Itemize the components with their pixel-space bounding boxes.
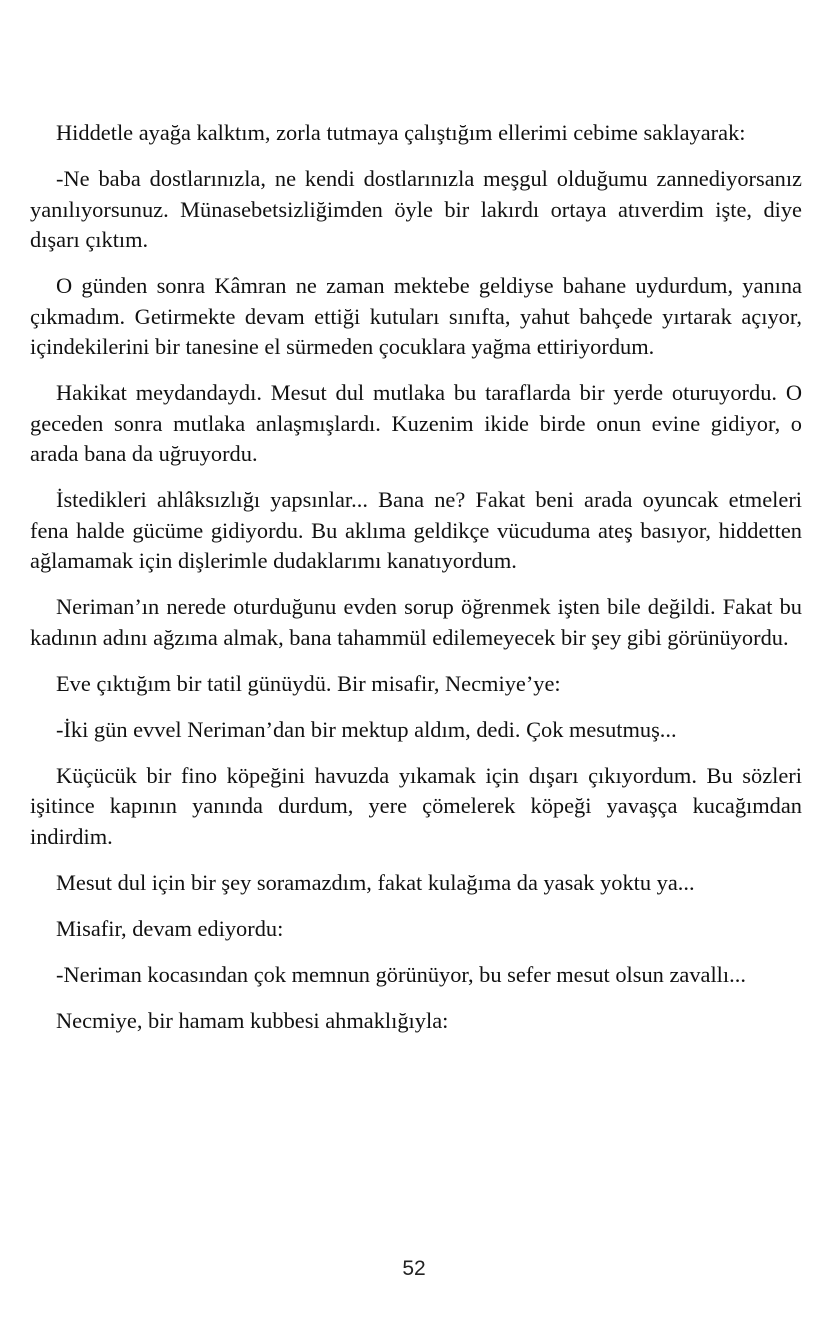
paragraph: Necmiye, bir hamam kubbesi ahmaklığıyla: — [56, 1007, 449, 1033]
paragraph: -İki gün evvel Neriman’dan bir mektup aldım, dedi. Çok mesutmuş... — [56, 716, 677, 742]
paragraph: Neriman’ın nerede oturduğunu evden sorup öğrenmek işten bile değildi. Fakat bu kadının adını ağzıma almak, bana tahammül edilemeyecek bir şey gibi görünüyordu. — [30, 594, 802, 650]
book-page-text — [30, 118, 802, 1052]
paragraph: O günden sonra Kâmran ne zaman mektebe geldiyse bahane uydurdum, yanına çıkmadım. Getirmekte devam ettiği kutuları sınıfta, yahut bahçede yırtarak açıyor, içindekilerini bir tanesine el sürmeden çocuklara yağma ettiriyordum. — [30, 273, 802, 359]
paragraph: Eve çıktığım bir tatil günüydü. Bir misafir, Necmiye’ye: — [56, 670, 561, 696]
paragraph: Hakikat meydandaydı. Mesut dul mutlaka bu taraflarda bir yerde oturuyordu. O geceden sonra mutlaka anlaşmışlardı. Kuzenim ikide birde onun evine gidiyor, o arada bana da uğruyordu. — [30, 380, 802, 466]
page-number: 52 — [402, 1257, 426, 1280]
paragraph: Hiddetle ayağa kalktım, zorla tutmaya çalıştığım ellerimi cebime saklayarak: — [56, 120, 746, 145]
paragraph: İstedikleri ahlâksızlığı yapsınlar... Bana ne? Fakat beni arada oyuncak etmeleri fena halde gücüme gidiyordu. Bu aklıma geldikçe vücuduma ateş basıyor, hiddetten ağlamamak için dişlerimle dudaklarımı kanatıyordum. — [30, 487, 802, 573]
paragraph: -Ne baba dostlarınızla, ne kendi dostlarınızla meşgul olduğumu zannediyorsanız yanılıyorsunuz. Münasebetsizliğimden öyle bir lakırdı ortaya atıverdim işte, diye dışarı çıktım. — [30, 166, 802, 252]
paragraph: Misafir, devam ediyordu: — [56, 915, 284, 941]
paragraph: Mesut dul için bir şey soramazdım, fakat kulağıma da yasak yoktu ya... — [56, 869, 695, 895]
paragraph: -Neriman kocasından çok memnun görünüyor, bu sefer mesut olsun zavallı... — [56, 961, 746, 987]
paragraph: Küçücük bir fino köpeğini havuzda yıkamak için dışarı çıkıyordum. Bu sözleri işitince kapının yanında durdum, yere çömelerek köpeği yavaşça kucağımdan indirdim. — [30, 762, 802, 849]
